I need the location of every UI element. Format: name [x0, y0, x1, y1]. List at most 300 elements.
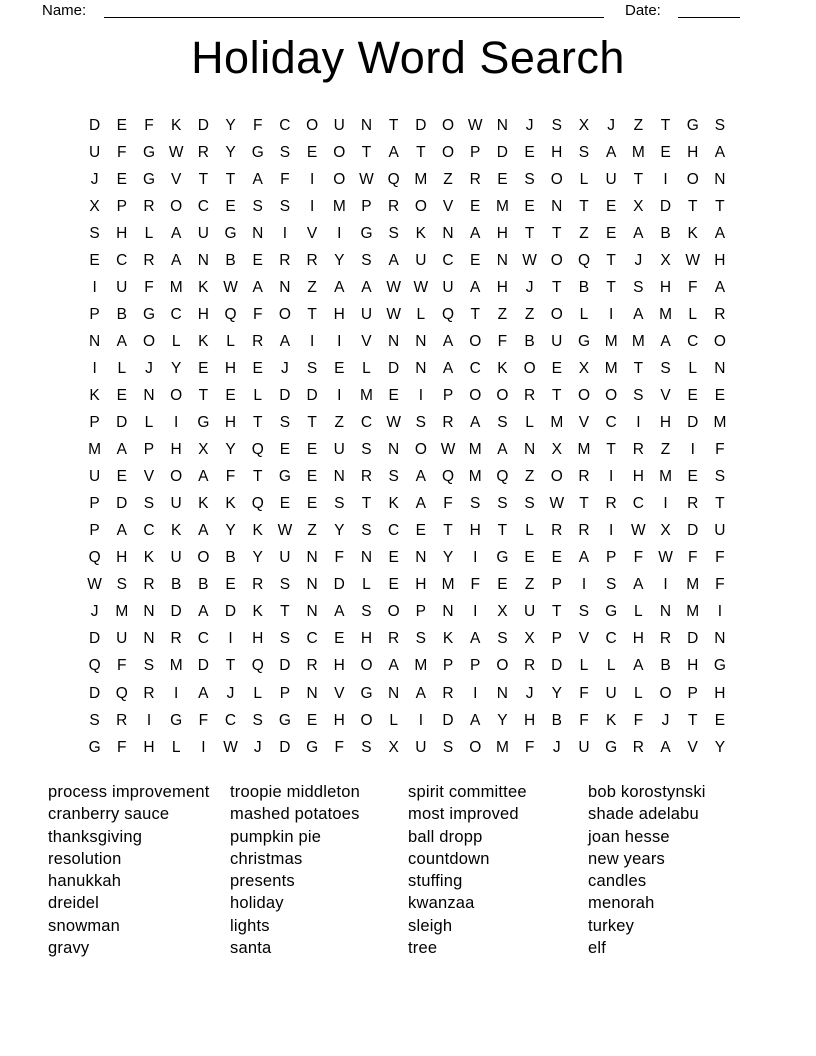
grid-cell: N	[252, 224, 264, 242]
grid-cell: V	[334, 684, 345, 702]
grid-cell: U	[333, 441, 345, 459]
grid-cell: L	[171, 738, 181, 756]
grid-cell: U	[88, 143, 101, 161]
grid-cell: I	[337, 224, 342, 242]
grid-cell: M	[550, 414, 564, 432]
grid-cell: N	[714, 630, 726, 648]
grid-cell: Q	[251, 495, 264, 513]
grid-cell: P	[687, 684, 698, 702]
grid-cell: Q	[251, 657, 264, 675]
word-item: most improved	[408, 805, 519, 824]
grid-cell: R	[143, 684, 155, 702]
grid-cell: O	[197, 549, 210, 567]
grid-cell: W	[440, 441, 456, 459]
grid-cell: Z	[633, 116, 644, 134]
grid-cell: T	[579, 495, 589, 513]
grid-cell: E	[660, 143, 671, 161]
word-item: lights	[230, 916, 270, 935]
word-item: bob korostynski	[588, 783, 706, 801]
grid-cell: O	[577, 386, 590, 404]
grid-cell: O	[278, 305, 291, 323]
grid-cell: O	[333, 143, 346, 161]
grid-cell: Z	[660, 441, 671, 459]
grid-cell: A	[470, 711, 481, 729]
grid-cell: S	[415, 414, 427, 432]
grid-cell: W	[522, 251, 537, 269]
grid-cell: A	[415, 468, 427, 486]
grid-cell: J	[607, 116, 616, 134]
grid-cell: D	[88, 684, 101, 702]
grid-cell: U	[88, 468, 101, 486]
grid-cell: I	[473, 549, 478, 567]
grid-cell: S	[578, 143, 590, 161]
grid-cell: S	[714, 468, 726, 486]
grid-cell: U	[714, 522, 726, 540]
grid-cell: F	[579, 711, 589, 729]
grid-cell: P	[361, 197, 372, 215]
grid-cell: N	[496, 116, 508, 134]
word-item: process improvement	[48, 783, 210, 801]
grid-cell: J	[253, 738, 262, 756]
grid-cell: N	[551, 197, 563, 215]
grid-cell: O	[550, 468, 563, 486]
grid-cell: R	[442, 684, 454, 702]
grid-cell: N	[714, 359, 726, 377]
word-item: candles	[588, 872, 647, 891]
word-item: joan hesse	[588, 827, 670, 846]
grid-cell: A	[415, 684, 427, 702]
word-item: menorah	[588, 894, 655, 913]
grid-cell: F	[497, 332, 508, 350]
grid-cell: X	[551, 441, 562, 459]
grid-cell: X	[633, 197, 644, 215]
grid-cell: E	[497, 576, 508, 594]
word-item: hanukkah	[48, 872, 122, 891]
word-item: countdown	[408, 849, 490, 868]
grid-cell: D	[687, 630, 699, 648]
grid-cell: S	[279, 576, 291, 594]
grid-cell: K	[497, 359, 508, 377]
grid-cell: G	[170, 711, 183, 729]
page-title: Holiday Word Search	[191, 32, 625, 83]
grid-cell: P	[442, 657, 454, 675]
grid-cell: C	[197, 630, 209, 648]
grid-cell: H	[415, 576, 427, 594]
grid-cell: O	[469, 386, 482, 404]
grid-cell: M	[713, 414, 727, 432]
grid-cell: M	[414, 170, 428, 188]
grid-cell: R	[632, 738, 644, 756]
grid-cell: A	[470, 630, 481, 648]
grid-cell: M	[360, 386, 373, 404]
grid-cell: S	[497, 630, 508, 648]
grid-cell: O	[170, 468, 183, 486]
grid-cell: M	[169, 657, 183, 675]
grid-cell: E	[252, 251, 263, 269]
grid-cell: S	[714, 116, 726, 134]
grid-cell: S	[361, 738, 372, 756]
grid-cell: H	[687, 657, 699, 675]
grid-cell: W	[467, 116, 483, 134]
grid-cell: S	[143, 495, 155, 513]
grid-cell: B	[225, 251, 236, 269]
grid-cell: H	[252, 630, 264, 648]
grid-cell: L	[634, 684, 643, 702]
grid-cell: T	[252, 414, 263, 432]
grid-cell: I	[636, 414, 641, 432]
grid-cell: B	[551, 711, 562, 729]
grid-cell: A	[388, 657, 399, 675]
grid-cell: V	[660, 386, 671, 404]
grid-cell: O	[333, 170, 346, 188]
grid-cell: E	[225, 197, 236, 215]
word-item: elf	[588, 939, 607, 958]
grid-cell: L	[579, 305, 589, 323]
grid-cell: L	[389, 711, 398, 729]
grid-cell: U	[605, 684, 617, 702]
grid-cell: L	[416, 305, 426, 323]
grid-cell: A	[497, 441, 508, 459]
grid-cell: I	[92, 278, 97, 296]
grid-cell: Q	[387, 170, 400, 188]
grid-cell: T	[606, 251, 616, 269]
grid-cell: E	[524, 143, 535, 161]
grid-cell: S	[633, 278, 644, 296]
grid-cell: I	[201, 738, 206, 756]
grid-cell: K	[89, 386, 100, 404]
grid-cell: S	[143, 657, 155, 675]
grid-cell: A	[170, 251, 182, 269]
grid-cell: L	[688, 305, 698, 323]
grid-cell: N	[415, 332, 427, 350]
word-item: tree	[408, 939, 438, 958]
grid-cell: J	[634, 251, 643, 269]
grid-cell: T	[552, 224, 562, 242]
grid-cell: X	[524, 630, 535, 648]
grid-cell: X	[198, 441, 209, 459]
word-item: spirit committee	[408, 783, 527, 801]
grid-cell: L	[579, 657, 589, 675]
grid-cell: U	[333, 116, 345, 134]
grid-cell: N	[523, 441, 536, 459]
grid-cell: H	[143, 738, 155, 756]
grid-cell: G	[360, 684, 373, 702]
grid-cell: K	[143, 549, 155, 567]
grid-cell: O	[306, 116, 319, 134]
grid-cell: E	[524, 549, 535, 567]
grid-cell: O	[414, 441, 427, 459]
grid-cell: M	[686, 603, 700, 621]
grid-cell: Y	[252, 549, 263, 567]
grid-cell: M	[495, 738, 509, 756]
grid-cell: P	[470, 657, 481, 675]
grid-cell: S	[361, 441, 372, 459]
grid-cell: S	[415, 630, 427, 648]
grid-cell: A	[116, 441, 127, 459]
grid-cell: R	[252, 332, 264, 350]
grid-cell: S	[660, 359, 671, 377]
grid-cell: P	[551, 576, 562, 594]
grid-cell: Y	[334, 522, 345, 540]
grid-cell: E	[306, 468, 318, 486]
grid-cell: K	[198, 278, 209, 296]
grid-cell: I	[337, 332, 342, 350]
grid-cell: C	[143, 522, 155, 540]
grid-cell: M	[659, 305, 672, 323]
grid-cell: D	[197, 657, 209, 675]
grid-cell: M	[495, 197, 509, 215]
grid-cell: O	[469, 738, 482, 756]
word-list-column	[48, 781, 230, 959]
grid-cell: M	[631, 143, 645, 161]
grid-cell: Y	[225, 116, 236, 134]
grid-cell: A	[605, 143, 617, 161]
grid-cell: U	[523, 603, 536, 621]
grid-cell: L	[253, 684, 263, 702]
date-blank-line[interactable]	[678, 0, 740, 18]
word-item: christmas	[230, 849, 303, 868]
grid-cell: K	[442, 630, 454, 648]
grid-cell: K	[252, 603, 263, 621]
grid-cell: R	[388, 197, 400, 215]
grid-cell: O	[360, 711, 373, 729]
grid-cell: I	[663, 576, 668, 594]
grid-cell: R	[143, 197, 155, 215]
grid-cell: M	[441, 576, 455, 594]
grid-cell: R	[632, 441, 644, 459]
grid-cell: N	[496, 684, 508, 702]
grid-cell: F	[470, 576, 480, 594]
grid-cell: O	[496, 386, 509, 404]
grid-cell: J	[281, 359, 289, 377]
grid-cell: G	[142, 143, 155, 161]
grid-cell: A	[714, 224, 726, 242]
grid-cell: R	[578, 468, 590, 486]
grid-cell: I	[146, 711, 152, 729]
grid-cell: O	[469, 332, 482, 350]
grid-cell: S	[388, 224, 399, 242]
grid-cell: T	[252, 468, 263, 486]
grid-cell: E	[388, 549, 399, 567]
grid-cell: N	[143, 630, 155, 648]
grid-cell: T	[633, 359, 644, 377]
grid-cell: O	[550, 305, 563, 323]
grid-cell: C	[116, 251, 128, 269]
grid-cell: L	[117, 359, 127, 377]
grid-cell: G	[306, 738, 319, 756]
grid-cell: E	[415, 522, 427, 540]
grid-cell: H	[632, 630, 644, 648]
word-item: gravy	[48, 939, 90, 958]
grid-cell: B	[660, 657, 671, 675]
grid-cell: I	[609, 468, 614, 486]
grid-cell: X	[578, 359, 590, 377]
grid-cell: M	[577, 441, 591, 459]
grid-cell: P	[470, 143, 481, 161]
grid-cell: N	[88, 332, 101, 350]
grid-cell: E	[116, 386, 127, 404]
grid-cell: U	[170, 549, 182, 567]
grid-cell: D	[687, 522, 699, 540]
grid-cell: M	[468, 468, 482, 486]
grid-cell: W	[685, 251, 701, 269]
grid-cell: G	[251, 143, 264, 161]
word-item: thanksgiving	[48, 827, 143, 846]
grid-cell: A	[252, 170, 263, 188]
grid-cell: N	[415, 359, 427, 377]
grid-cell: N	[143, 386, 155, 404]
grid-cell: E	[605, 224, 617, 242]
grid-cell: W	[658, 549, 673, 567]
grid-cell: F	[334, 549, 345, 567]
grid-cell: L	[144, 414, 154, 432]
grid-cell: I	[609, 522, 614, 540]
grid-cell: A	[198, 468, 209, 486]
grid-cell: G	[577, 332, 590, 350]
grid-cell: T	[470, 305, 480, 323]
grid-cell: W	[223, 278, 238, 296]
grid-cell: O	[605, 386, 618, 404]
grid-cell: A	[633, 657, 644, 675]
grid-cell: S	[524, 170, 535, 188]
grid-cell: O	[142, 332, 155, 350]
grid-cell: E	[388, 386, 399, 404]
grid-cell: R	[551, 522, 563, 540]
grid-cell: T	[606, 278, 616, 296]
grid-cell: D	[306, 386, 318, 404]
grid-cell: H	[496, 278, 508, 296]
grid-cell: K	[252, 522, 263, 540]
grid-cell: A	[660, 332, 671, 350]
grid-cell: T	[715, 197, 725, 215]
grid-cell: L	[362, 576, 371, 594]
grid-cell: J	[525, 684, 534, 702]
grid-cell: P	[442, 386, 454, 404]
grid-cell: V	[578, 630, 590, 648]
grid-cell: X	[660, 251, 671, 269]
grid-cell: K	[170, 522, 182, 540]
name-blank-line[interactable]	[104, 0, 604, 18]
grid-cell: N	[333, 468, 345, 486]
grid-cell: O	[713, 332, 726, 350]
grid-cell: F	[280, 170, 290, 188]
grid-cell: M	[686, 576, 700, 594]
grid-cell: R	[714, 305, 726, 323]
grid-cell: L	[525, 414, 534, 432]
grid-cell: R	[659, 630, 672, 648]
grid-cell: J	[90, 603, 99, 621]
grid-cell: M	[604, 359, 618, 377]
grid-cell: X	[388, 738, 399, 756]
grid-cell: T	[633, 170, 644, 188]
grid-cell: M	[659, 468, 672, 486]
grid-cell: H	[333, 305, 345, 323]
grid-cell: A	[442, 332, 454, 350]
grid-cell: N	[659, 603, 672, 621]
grid-cell: T	[307, 305, 317, 323]
grid-cell: R	[306, 657, 318, 675]
grid-cell: Q	[442, 468, 455, 486]
grid-cell: Q	[88, 657, 101, 675]
grid-cell: F	[579, 684, 589, 702]
grid-cell: F	[334, 738, 345, 756]
grid-cell: L	[688, 359, 698, 377]
grid-cell: Q	[88, 549, 101, 567]
grid-cell: G	[496, 549, 509, 567]
grid-cell: U	[279, 549, 291, 567]
grid-cell: E	[116, 468, 127, 486]
grid-cell: H	[116, 549, 128, 567]
grid-cell: G	[142, 305, 155, 323]
grid-cell: J	[525, 278, 534, 296]
grid-cell: G	[278, 468, 291, 486]
grid-cell: C	[442, 251, 454, 269]
grid-cell: M	[88, 441, 102, 459]
grid-cell: K	[415, 224, 427, 242]
grid-cell: I	[92, 359, 97, 377]
grid-cell: H	[197, 305, 209, 323]
grid-cell: E	[306, 441, 318, 459]
grid-cell: A	[198, 684, 209, 702]
grid-cell: T	[497, 522, 508, 540]
grid-cell: M	[169, 278, 183, 296]
grid-cell: A	[714, 143, 726, 161]
grid-cell: L	[634, 603, 643, 621]
grid-cell: E	[225, 576, 236, 594]
grid-cell: M	[414, 657, 428, 675]
grid-cell: A	[714, 278, 726, 296]
grid-cell: I	[309, 332, 315, 350]
grid-cell: C	[360, 414, 373, 432]
grid-cell: Z	[334, 414, 345, 432]
grid-cell: R	[523, 657, 536, 675]
grid-cell: R	[605, 495, 617, 513]
grid-cell: E	[334, 630, 345, 648]
grid-cell: A	[633, 305, 644, 323]
grid-cell: E	[116, 116, 127, 134]
grid-cell: O	[523, 359, 536, 377]
word-list-column	[408, 781, 588, 959]
grid-cell: Z	[307, 522, 317, 540]
grid-cell: U	[442, 278, 454, 296]
word-item: cranberry sauce	[48, 805, 170, 824]
grid-cell: Y	[442, 549, 454, 567]
grid-cell: G	[142, 170, 155, 188]
word-item: presents	[230, 872, 295, 891]
grid-cell: A	[116, 522, 127, 540]
grid-cell: S	[361, 522, 372, 540]
grid-cell: N	[388, 684, 400, 702]
grid-cell: G	[605, 603, 618, 621]
grid-cell: S	[497, 414, 508, 432]
grid-cell: C	[605, 414, 617, 432]
grid-cell: Z	[579, 224, 589, 242]
grid-cell: O	[414, 197, 427, 215]
word-item: resolution	[48, 849, 122, 868]
grid-cell: Z	[524, 468, 535, 486]
grid-cell: M	[115, 603, 129, 621]
word-item: sleigh	[408, 916, 453, 935]
grid-cell: W	[386, 414, 401, 432]
grid-cell: I	[228, 630, 233, 648]
grid-cell: M	[332, 197, 346, 215]
grid-cell: H	[333, 657, 345, 675]
grid-cell: N	[442, 603, 454, 621]
grid-cell: D	[88, 630, 101, 648]
grid-cell: D	[496, 143, 508, 161]
grid-cell: E	[388, 576, 399, 594]
grid-cell: F	[687, 549, 698, 567]
